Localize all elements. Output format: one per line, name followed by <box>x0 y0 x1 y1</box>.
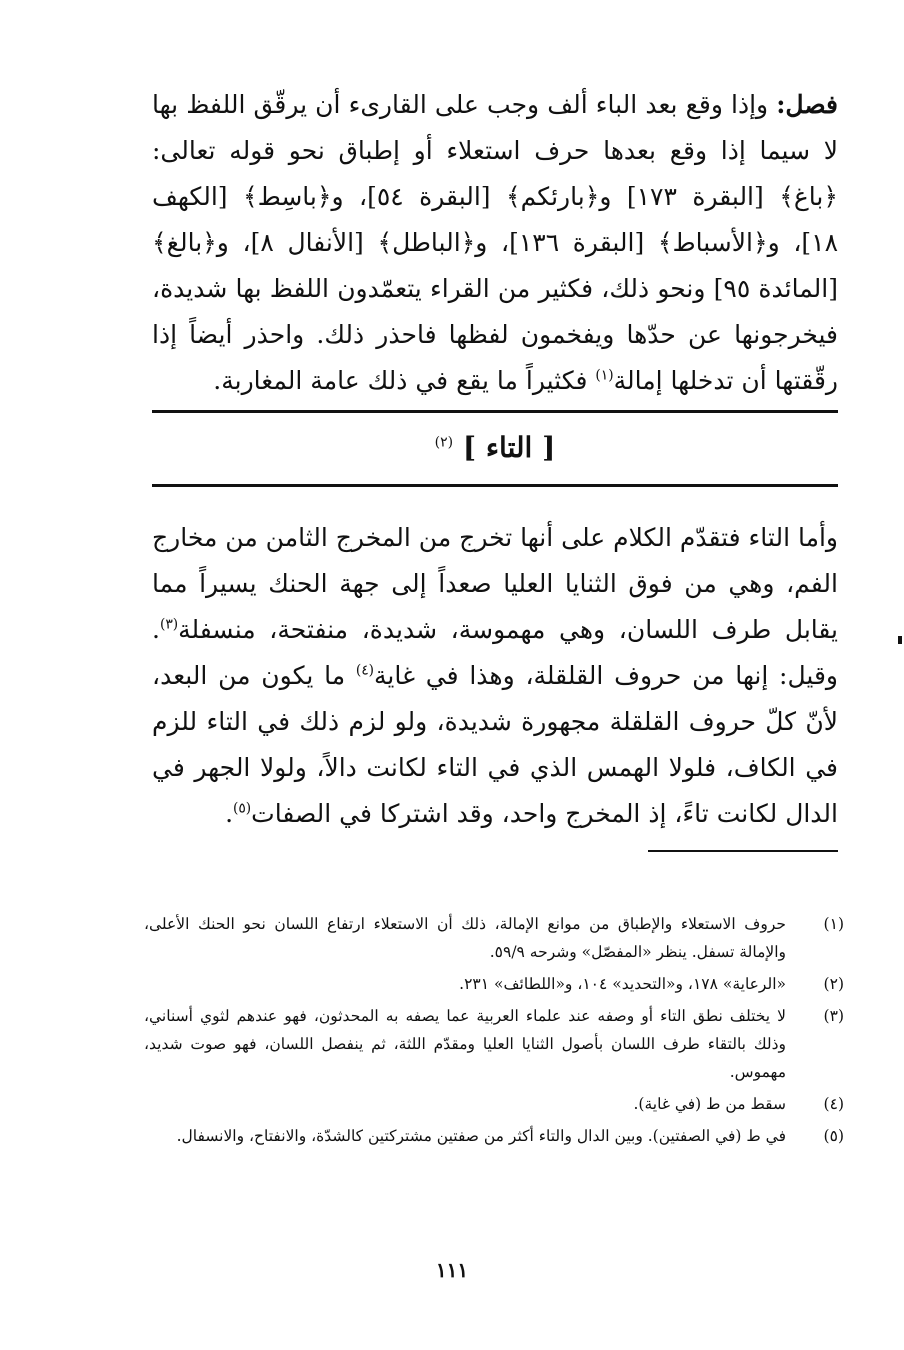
footnotes <box>144 910 844 1154</box>
paragraph-text: ما يكون من البعد، لأنّ كلّ حروف القلقلة مجهورة شديدة، ولو لزم ذلك في التاء للزم في الكاف، فلولا الهمس الذي في التاء لكانت دالاً، ولولا الجهر في الدال لكانت تاءً، إذ المخرج واحد، وقد اشتركا في الصفات <box>152 661 838 828</box>
footnote-text: سقط من ط (في غاية). <box>633 1095 786 1113</box>
footnote-item <box>144 1122 844 1150</box>
footnote-item <box>144 1002 844 1086</box>
footnote-number: (٣) <box>823 1007 844 1025</box>
heading-rule-top <box>152 410 838 413</box>
paragraph-ba-section <box>152 82 838 404</box>
footnote-item <box>144 970 844 998</box>
paragraph-text: وإذا وقع بعد الباء ألف وجب على القارىء أن يرقّق اللفظ بها لا سيما إذا وقع بعدها حرف استعلاء أو إطباق نحو قوله تعالى: ﴿باغ﴾ [البقرة ١٧٣] و﴿بارئكم﴾ [البقرة ٥٤]، و﴿باسِط﴾ [الكهف ١٨]، و﴿الأسباط﴾ [البقرة ١٣٦]، و﴿الباطل﴾ [الأنفال ٨]، و﴿بالغ﴾ [المائدة ٩٥] ونحو ذلك، فكثير من القراء يتعمّدون اللفظ بها شديدة، فيخرجونها عن حدّها ويفخمون لفظها فاحذر ذلك. واحذر أيضاً إذا رقّقتها أن تدخلها إمالة <box>152 90 839 395</box>
footnote-text: حروف الاستعلاء والإطباق من موانع الإمالة، ذلك أن الاستعلاء ارتفاع اللسان نحو الحنك الأعلى، والإمالة تسفل. ينظر «المفصّل» وشرحه ٥٩/٩. <box>144 915 786 961</box>
section-lead: فصل: <box>776 90 838 119</box>
footnote-ref-1[interactable]: (١) <box>595 367 614 384</box>
footnote-number: (٢) <box>823 975 844 993</box>
footnote-ref-5[interactable]: (٥) <box>233 800 252 817</box>
paragraph-text: . <box>225 799 234 828</box>
page-number: ١١١ <box>435 1258 469 1282</box>
footnote-text: «الرعاية» ١٧٨، و«التحديد» ١٠٤، و«اللطائف» ٢٣١. <box>459 975 786 993</box>
footnote-ref-2[interactable]: (٢) <box>434 434 454 451</box>
footnote-text: في ط (في الصفتين). وبين الدال والتاء أكثر من صفتين مشتركتين كالشدّة، والانفتاح، والانسفال. <box>176 1127 786 1145</box>
section-heading <box>152 423 838 473</box>
footnote-ref-4[interactable]: (٤) <box>355 662 374 679</box>
heading-title: [ التاء ] <box>462 431 556 464</box>
footnote-number: (١) <box>823 915 844 933</box>
heading-rule-bottom <box>152 484 838 487</box>
footnote-item <box>144 910 844 966</box>
margin-mark <box>898 636 902 644</box>
footnote-separator <box>648 850 838 852</box>
paragraph-ta-section <box>152 515 838 837</box>
footnote-number: (٤) <box>823 1095 844 1113</box>
footnote-number: (٥) <box>823 1127 844 1145</box>
footnote-text: لا يختلف نطق التاء أو وصفه عند علماء العربية عما يصفه به المحدثون، فهو عندهم لثوي أسناني، وذلك بالتقاء طرف اللسان بأصول الثنايا العليا ومقدّم اللثة، ثم ينفصل اللسان، فهو صوت شديد، مهموس. <box>144 1007 786 1081</box>
paragraph-text: وأما التاء فتقدّم الكلام على أنها تخرج من المخرج الثامن من مخارج الفم، وهي من فوق الثنايا العليا صعداً إلى جهة الحنك يسيراً مما يقابل طرف اللسان، وهي مهموسة، شديدة، منفتحة، منسفلة <box>152 523 838 644</box>
footnote-ref-3[interactable]: (٣) <box>159 616 179 633</box>
paragraph-tail: فكثيراً ما يقع في ذلك عامة المغاربة. <box>213 366 596 395</box>
footnote-item <box>144 1090 844 1118</box>
paragraph-text: . وقيل: إنها من حروف القلقلة، وهذا في غاية <box>152 615 838 690</box>
